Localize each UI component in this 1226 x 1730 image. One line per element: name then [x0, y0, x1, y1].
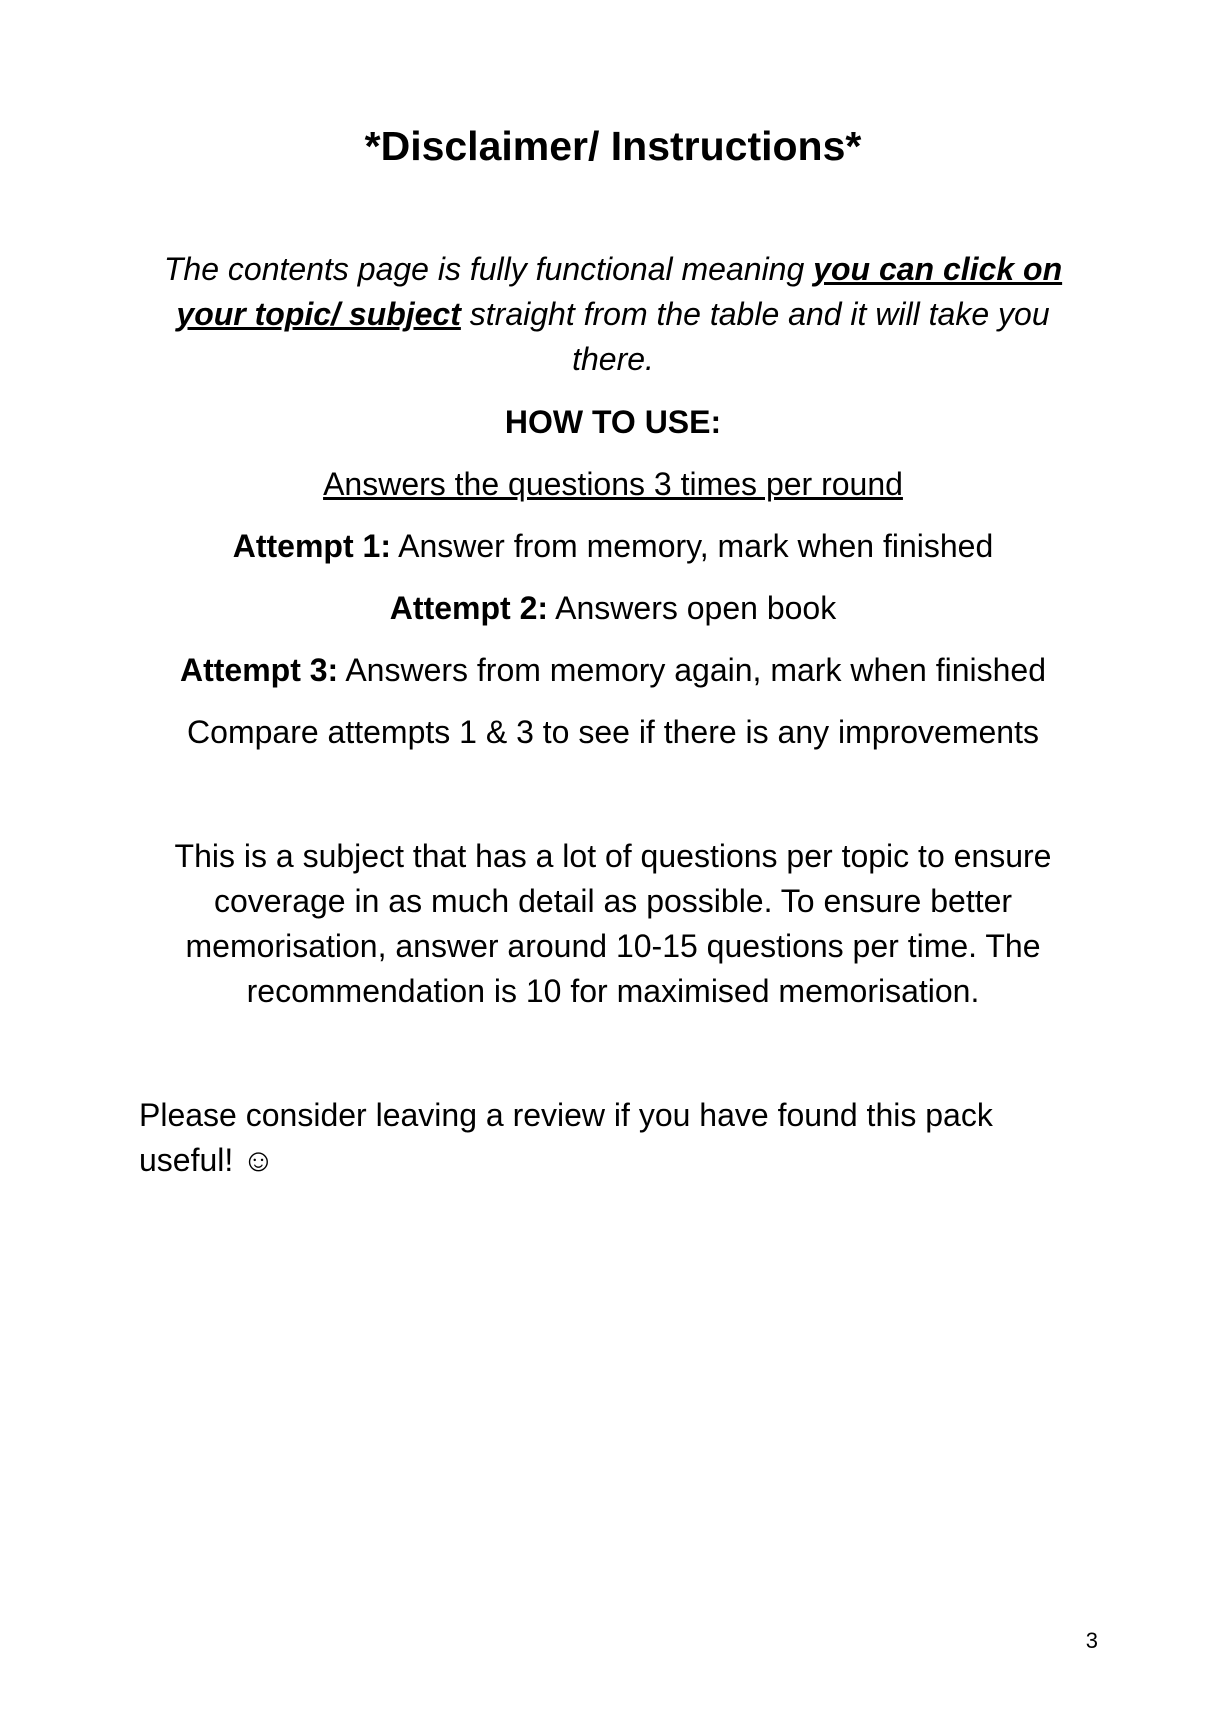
intro-paragraph — [138, 247, 1088, 382]
attempt-2-text: Answers open book — [548, 590, 837, 626]
attempt-1-label: Attempt 1: — [232, 528, 391, 564]
attempt-3-text: Answers from memory again, mark when finished — [338, 652, 1047, 688]
attempt-2-line — [0, 586, 1226, 630]
attempt-1-text: Answer from memory, mark when finished — [390, 528, 994, 564]
review-note: Please consider leaving a review if you have found this pack useful! ☺ — [139, 1097, 993, 1178]
attempt-2-label: Attempt 2: — [389, 590, 549, 626]
coverage-paragraph: This is a subject that has a lot of questions per topic to ensure coverage in as much detail as possible. To ensure better memorisation, answer around 10-15 questions per time. The recommendation is 10 for maximised memorisation. — [174, 838, 1052, 1009]
attempt-3-label: Attempt 3: — [179, 652, 339, 688]
page-title: *Disclaimer/ Instructions* — [364, 123, 862, 169]
rounds-rule: Answers the questions 3 times per round — [323, 466, 903, 502]
attempt-3-line — [0, 648, 1226, 692]
page-number: 3 — [1085, 1628, 1098, 1653]
intro-text-before-link: The contents page is fully functional meaning — [163, 251, 814, 287]
contents-link-text: you can click on your topic/ subject — [176, 251, 1063, 332]
how-to-use-heading: HOW TO USE: — [504, 404, 722, 440]
compare-attempts-line: Compare attempts 1 & 3 to see if there is any improvements — [187, 714, 1039, 750]
attempt-1-line — [0, 524, 1226, 568]
intro-text-after-link: straight from the table and it will take you there. — [460, 296, 1050, 377]
